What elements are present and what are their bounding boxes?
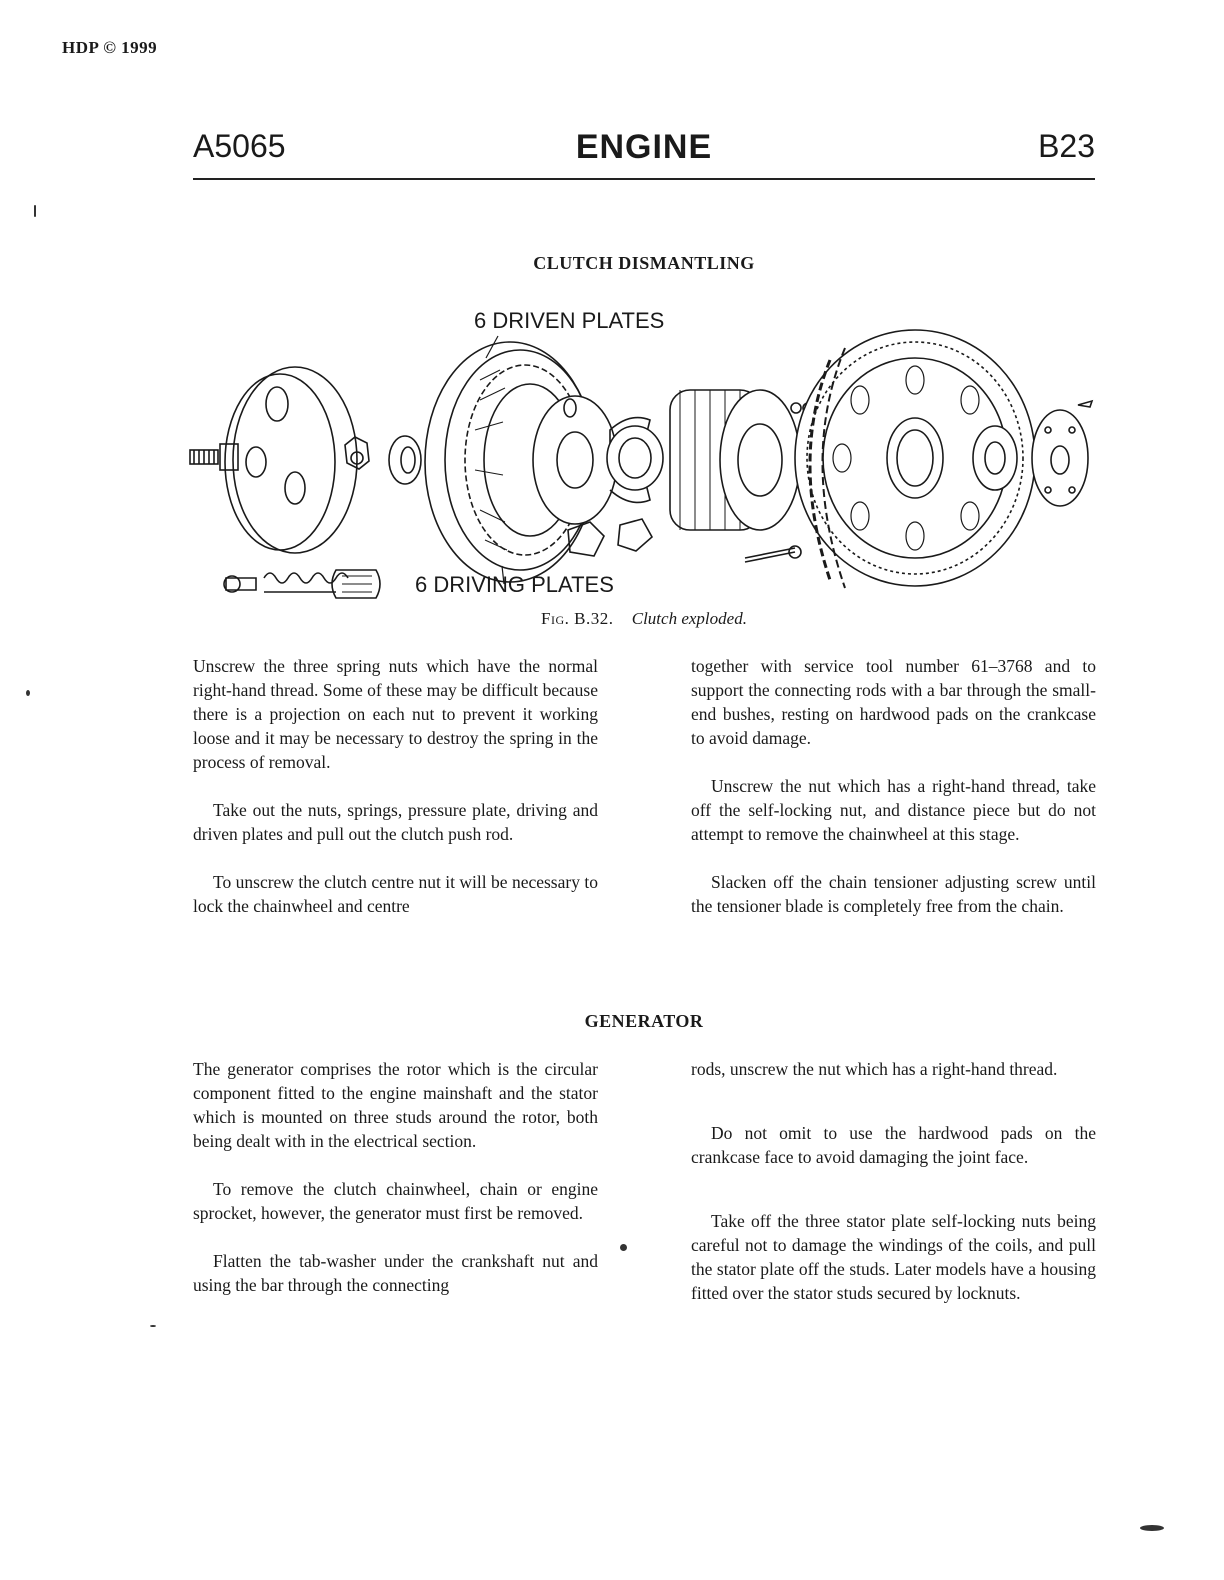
header-code: A5065 xyxy=(193,128,286,164)
generator-section-title: GENERATOR xyxy=(584,1011,704,1031)
clutch-paragraph: together with service tool number 61–3768 and to support the connecting rods with a bar through the small-end bushes, resting on hardwood pads on the crankcase to avoid damage. xyxy=(691,656,1096,748)
generator-paragraph: Flatten the tab-washer under the crankshaft nut and using the bar through the connecting xyxy=(193,1251,598,1295)
clutch-paragraph: Take out the nuts, springs, pressure plate, driving and driven plates and pull out the clutch push rod. xyxy=(193,800,598,844)
clutch-section-title: CLUTCH DISMANTLING xyxy=(533,253,755,273)
clutch-exploded-drawing xyxy=(180,300,1100,610)
generator-paragraph: Do not omit to use the hardwood pads on the crankcase face to avoid damaging the joint face. xyxy=(691,1123,1096,1167)
scan-speck xyxy=(26,690,30,696)
copyright-notice: HDP © 1999 xyxy=(62,38,158,57)
generator-paragraph: Take off the three stator plate self-locking nuts being careful not to damage the windings of the coils, and pull the stator plate off the studs. Later models have a housing fitted over the stator studs secured by locknuts. xyxy=(691,1211,1096,1303)
generator-paragraph: To remove the clutch chainwheel, chain or engine sprocket, however, the generator must first be removed. xyxy=(193,1179,598,1223)
scan-speck xyxy=(620,1244,627,1251)
header-title: ENGINE xyxy=(575,128,713,166)
figure-caption xyxy=(193,609,1095,629)
clutch-paragraph: Unscrew the three spring nuts which have the normal right-hand thread. Some of these may be difficult because there is a projection on each nut to prevent it working loose and it may be necessary to destroy the spring in the process of removal. xyxy=(193,656,598,772)
generator-left-column xyxy=(193,1057,598,1321)
figure-caption-text: Clutch exploded. xyxy=(631,609,747,628)
clutch-exploded-figure xyxy=(180,300,1100,610)
header-page-number: B23 xyxy=(1038,128,1095,164)
figure-caption-number: Fig. B.32. xyxy=(541,609,614,628)
scan-speck xyxy=(1140,1525,1164,1531)
clutch-paragraph: Slacken off the chain tensioner adjusting screw until the tensioner blade is completely free from the chain. xyxy=(691,872,1096,916)
figure-label-driven-plates: 6 DRIVEN PLATES xyxy=(474,308,665,333)
clutch-paragraph: To unscrew the clutch centre nut it will be necessary to lock the chainwheel and centre xyxy=(193,872,598,916)
scan-speck xyxy=(34,205,36,217)
generator-paragraph: The generator comprises the rotor which is the circular component fitted to the engine mainshaft and the stator which is mounted on three studs around the rotor, both being dealt with in the electrical section. xyxy=(193,1059,598,1151)
page-header xyxy=(193,128,1095,180)
clutch-left-column xyxy=(193,654,598,942)
figure-label-driving-plates: 6 DRIVING PLATES xyxy=(415,572,614,597)
scan-speck xyxy=(150,1325,156,1327)
generator-paragraph: rods, unscrew the nut which has a right-hand thread. xyxy=(691,1059,1058,1079)
clutch-paragraph: Unscrew the nut which has a right-hand thread, take off the self-locking nut, and distance piece but do not attempt to remove the chainwheel at this stage. xyxy=(691,776,1096,844)
generator-right-column xyxy=(691,1057,1096,1329)
clutch-right-column xyxy=(691,654,1096,942)
